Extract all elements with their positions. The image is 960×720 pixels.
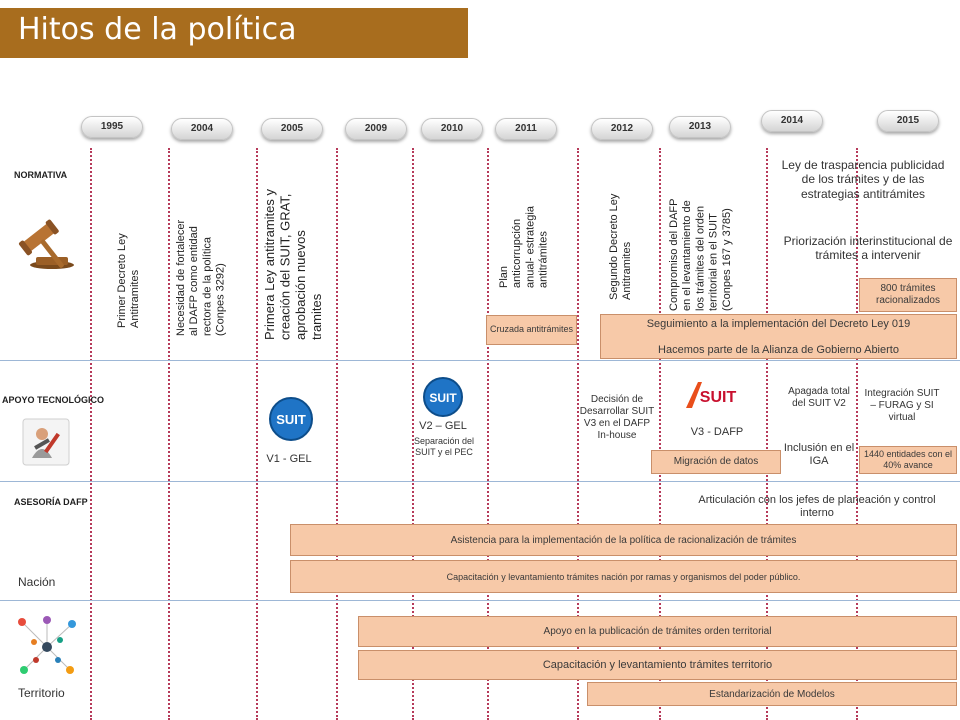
milestone-2013: Compromiso del DAFP en el levantamiento de los trámites del orden territorial en el SUIT (Conpes 167 y 3785) [668,198,733,311]
articulacion-note: Articulación con los jefes de planeación y control interno [698,494,936,520]
milestone-2011: Plan anticorrupción anual- estrategia antitrámites [498,206,550,288]
row-label-apoyo: APOYO TECNOLÓGICO [2,395,105,405]
timeline-divider [90,148,92,720]
v2-gel-label: V2 – GEL [419,420,467,432]
year-1995: 1995 [81,116,143,138]
suit-logo-v3 [680,378,744,412]
people-network-icon [12,612,82,682]
row-separator [0,481,960,482]
year-2012: 2012 [591,118,653,140]
v3-dafp-label: V3 - DAFP [690,426,744,438]
year-2014: 2014 [761,110,823,132]
milestone-2005: Primera Ley antitramites y creación del SUIT, GRAT, aprobación nuevos tramites [262,189,324,340]
suit-logo-v1-text: SUIT [276,412,306,427]
page-title: Hitos de la política [18,12,297,47]
row-label-asesoria: ASESORÍA DAFP [14,497,88,507]
v1-gel-label: V1 - GEL [266,453,312,465]
row-label-normativa: NORMATIVA [14,170,68,180]
suit-logo-v3-text: SUIT [699,389,737,406]
timeline-divider [168,148,170,720]
seguimiento-text: Seguimiento a la implementación del Decreto Ley 019 [646,317,911,330]
v2-note: Separación del SUIT y el PEC [413,436,475,457]
row-separator [0,360,960,361]
milestone-2014-ley: Ley de trasparencia publicidad de los trámites y de las estrategias antitrámites [781,158,945,201]
year-2015: 2015 [877,110,939,132]
year-2004: 2004 [171,118,233,140]
title-banner [0,8,468,58]
chip-800-tramites: 800 trámites racionalizados [859,278,957,312]
bar-apoyo-territorial: Apoyo en la publicación de trámites orden territorial [358,616,957,647]
bar-estandarizacion: Estandarización de Modelos [587,682,957,706]
year-2005: 2005 [261,118,323,140]
bar-capacitacion-nacion: Capacitación y levantamiento trámites nación por ramas y organismos del poder público. [290,560,957,593]
suit-logo-v2 [422,376,464,418]
row-separator [0,600,960,601]
row-label-nacion: Nación [18,575,56,589]
milestone-1995: Primer Decreto Ley Antitramites [116,233,142,328]
decision-suit-v3: Decisión de Desarrollar SUIT V3 en el DAFP In-house [579,394,655,441]
chip-1440-entidades: 1440 entidades con el 40% avance [859,446,957,474]
timeline-divider [336,148,338,720]
inclusion-iga: Inclusión en el IGA [783,442,855,468]
year-2009: 2009 [345,118,407,140]
chip-migracion: Migración de datos [651,450,781,474]
milestone-2012: Segundo Decreto Ley Antitramites [608,193,634,300]
year-2013: 2013 [669,116,731,138]
tools-icon [22,418,70,466]
suit-logo-v2-text: SUIT [429,391,457,405]
alianza-text: Hacemos parte de la Alianza de Gobierno Abierto [658,343,899,356]
apagada-suit-v2: Apagada total del SUIT V2 [788,386,850,409]
bar-capacitacion-territorio: Capacitación y levantamiento trámites territorio [358,650,957,680]
row-label-territorio: Territorio [18,686,65,700]
gavel-icon [12,205,76,271]
suit-logo-v1 [268,396,314,442]
bar-seguimiento-alianza [600,314,957,359]
year-2011: 2011 [495,118,557,140]
timeline-divider [256,148,258,720]
milestone-2004: Necesidad de fortalecer al DAFP como entidad rectora de la política (Conpes 3292) [175,219,227,336]
milestone-2014-priorizacion: Priorización interinstitucional de trámites a intervenir [783,234,953,263]
chip-cruzada: Cruzada antitrámites [486,315,577,345]
integracion-suit-furag: Integración SUIT – FURAG y SI virtual [864,388,940,423]
bar-asistencia: Asistencia para la implementación de la política de racionalización de trámites [290,524,957,556]
year-2010: 2010 [421,118,483,140]
